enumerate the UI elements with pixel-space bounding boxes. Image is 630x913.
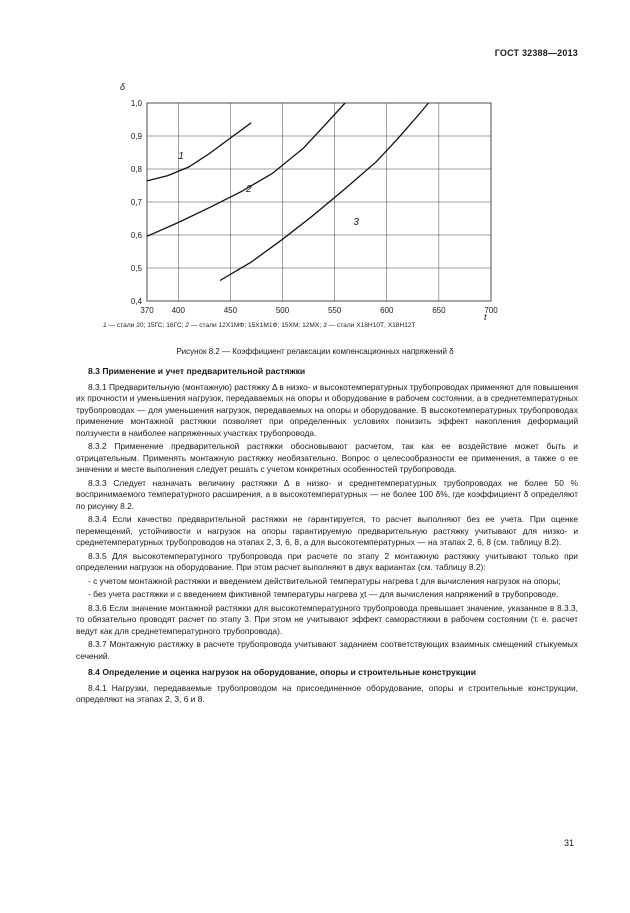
- paragraph-8-3-1: 8.3.1 Предварительную (монтажную) растяжку Δ в низко- и высокотемпературных трубопроводах применяют для повышения их прочности и уменьшения нагрузок, передаваемых на опоры и оборудование в рабочем состоянии, а в среднетемпературных трубопроводах — для уменьшения нагрузок, передаваемых на опоры и оборудование. В высокотемпературных трубопроводах применение монтажной растяжки позволяет при определенных условиях понизить эффект накопления деформаций ползучести в наиболее напряженных участках трубопровода.: [76, 381, 578, 438]
- series-3-label: 3: [353, 217, 359, 229]
- paragraph-8-3-7: 8.3.7 Монтажную растяжку в расчете трубопровода учитывают заданием соответствующих взаимных смещений стыкуемых сечений.: [76, 639, 578, 661]
- y-tick-label: 0,6: [130, 231, 142, 240]
- y-tick-label: 0,7: [130, 198, 142, 207]
- paragraph-8-3-3: 8.3.3 Следует назначать величину растяжки Δ в низко- и среднетемпературных трубопроводах не более 50 % воспринимаемого температурного расширения, а в высокотемпературных — не более 100 δ%, где коэффициент δ определяют по рисунку 8.2.: [76, 477, 578, 511]
- chart-grid: [147, 103, 491, 301]
- series-2-line: [147, 103, 345, 236]
- legend-series-3-number: 3: [323, 322, 327, 329]
- page-number: 31: [563, 838, 574, 848]
- paragraph-8-3-6: 8.3.6 Если значение монтажной растяжки для высокотемпературного трубопровода превышает значение, указанное в 8.3.3, то обязательно проводят расчет по этапу 3. При этом не учитывают эффект саморастяжки в рабочем состоянии (т. е. расчет ведут как для среднетемпературного трубопровода).: [76, 602, 578, 636]
- legend-series-1-text: — стали 20; 15ГС; 16ГС;: [106, 322, 186, 329]
- series-1-line: [147, 123, 251, 181]
- legend-series-3-text: — стали Х18Н10Т; Х18Н12Т: [326, 322, 416, 329]
- x-tick-label: 550: [327, 306, 342, 315]
- x-tick-label: 370: [140, 306, 154, 315]
- figure-caption: Рисунок 8.2 — Коэффициент релаксации компенсационных напряжений δ: [176, 347, 454, 356]
- list-item-without-stretch: - без учета растяжки и с введением фиктивной температуры нагрева χt — для вычисления напряжений в трубопроводе.: [88, 589, 559, 599]
- y-axis-label: δ: [120, 82, 126, 92]
- series-1-label: 1: [178, 151, 184, 163]
- chart-series: [147, 103, 429, 281]
- relaxation-coefficient-chart: [100, 72, 520, 322]
- y-tick-label: 0,5: [130, 264, 142, 273]
- y-tick-label: 0,4: [130, 297, 142, 306]
- y-tick-label: 0,9: [130, 132, 142, 141]
- standard-header: ГОСТ 32388—2013: [494, 48, 578, 58]
- paragraph-8-3-2: 8.3.2 Применение предварительной растяжки обосновывают расчетом, так как ее воздействие может быть и отрицательным. Применять монтажную растяжку необязательно. Вопрос о целесообразности ее применения, а также о ее значении и месте выполнения следует решать с учетом конкретных особенностей трубопровода.: [76, 441, 578, 474]
- y-tick-label: 1,0: [130, 99, 142, 108]
- document-body: [76, 366, 578, 708]
- x-tick-label: 600: [380, 306, 394, 315]
- section-heading-8-4: 8.4 Определение и оценка нагрузок на оборудование, опоры и строительные конструкции: [88, 667, 476, 677]
- x-tick-label: 700: [484, 306, 498, 315]
- x-tick-label: 650: [432, 306, 446, 315]
- chart-legend: [103, 322, 573, 329]
- list-item-with-stretch: - с учетом монтажной растяжки и введением действительной температуры нагрева t для вычисления нагрузок на опоры;: [88, 575, 561, 586]
- x-tick-label: 450: [223, 306, 238, 315]
- x-axis-label: t: [484, 312, 487, 322]
- paragraph-8-3-5: 8.3.5 Для высокотемпературного трубопровода при расчете по этапу 2 монтажную растяжку учитывают только при определении нагрузок на оборудование. При этом расчет выполняют в двух вариантах (см. таблицу 8.2):: [76, 550, 578, 572]
- legend-series-2-text: — стали 12Х1МФ; 15Х1М1Ф; 15ХМ; 12МХ;: [188, 322, 323, 329]
- series-2-label: 2: [246, 184, 252, 196]
- legend-series-1-number: 1: [103, 322, 107, 329]
- x-tick-label: 500: [275, 306, 290, 315]
- chart-tick-labels: [131, 99, 498, 315]
- section-heading-8-3: 8.3 Применение и учет предварительной растяжки: [88, 366, 306, 376]
- y-tick-label: 0,8: [130, 165, 142, 174]
- legend-series-2-number: 2: [185, 322, 189, 329]
- paragraph-8-3-4: 8.3.4 Если качество предварительной растяжки не гарантируется, то расчет выполняют без ее учета. При оценке перемещений, устойчивости и нагрузок на опоры гарантируемую предварительную растяжку учитывают для низко- и среднетемпературных трубопроводов на этапах 2, 3, 6, 8, а для высокотемпературных — на этапах 2, 6, 8 (см. таблицу 8.2).: [76, 514, 578, 547]
- x-tick-label: 400: [171, 306, 185, 315]
- paragraph-8-4-1: 8.4.1 Нагрузки, передаваемые трубопроводом на присоединенное оборудование, опоры и строительные конструкции, определяют на этапах 2, 3, 6 и 8.: [76, 682, 578, 704]
